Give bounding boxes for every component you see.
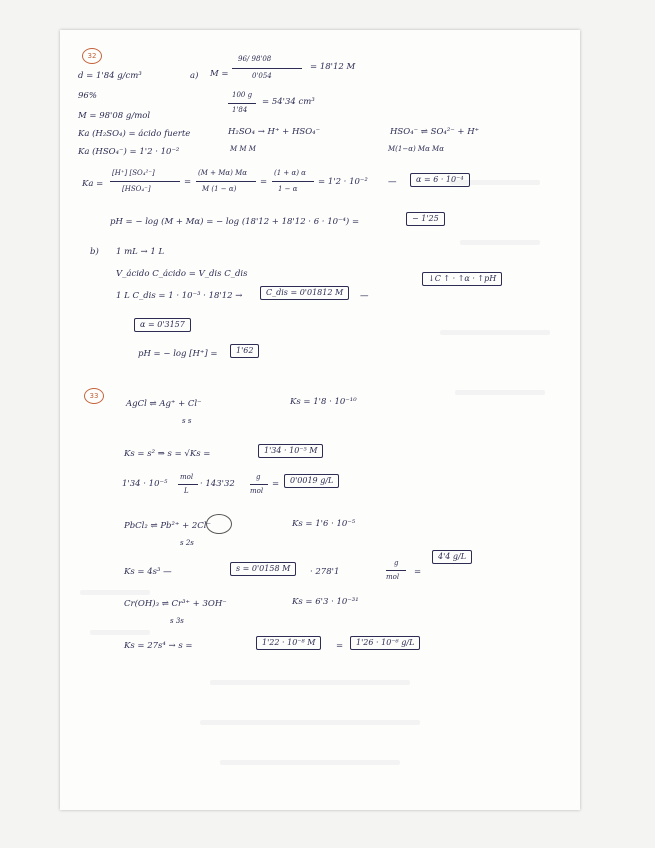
- dilution-calculation: 1 L C_dis = 1 · 10⁻³ · 18'12 →: [116, 291, 243, 301]
- agcl-solubility-row: s s: [182, 417, 192, 425]
- fraction-bar: [196, 181, 256, 182]
- trend-box: ↓C ↑ · ↑α · ↑pH: [422, 272, 502, 286]
- molarity-result: = 18'12 M: [310, 62, 356, 72]
- conversion-unit-numerator: mol: [180, 473, 194, 481]
- conversion-unit-numerator: g: [256, 473, 261, 481]
- alpha-result-box: α = 6 · 10⁻⁴: [410, 173, 470, 187]
- fraction-bar: [250, 484, 268, 485]
- fraction-bar: [228, 103, 256, 104]
- conversion-unit-denominator: mol: [250, 487, 264, 495]
- fraction-bar: [110, 181, 180, 182]
- equals-sign: =: [260, 177, 268, 187]
- ka-fraction-3-denominator: 1 − α: [278, 185, 298, 193]
- bleed-through: [440, 330, 550, 335]
- alpha-diluted-box: α = 0'3157: [134, 318, 191, 332]
- croh3-ks: Ks = 6'3 · 10⁻³¹: [292, 597, 359, 607]
- volume-numerator: 100 g: [232, 91, 253, 99]
- molarity-numerator: 96/ 98'08: [238, 55, 272, 63]
- bleed-through: [460, 240, 540, 245]
- part-b-label: b): [90, 247, 99, 257]
- bleed-through: [80, 590, 150, 595]
- agcl-equilibrium: AgCl ⇌ Ag⁺ + Cl⁻: [126, 399, 202, 409]
- dissociation-1-concentrations: M M M: [230, 145, 256, 153]
- ph-diluted-box: 1'62: [230, 344, 259, 358]
- ka2-line: Ka (HSO₄⁻) = 1'2 · 10⁻²: [78, 147, 180, 157]
- pbcl2-gl-box: 4'4 g/L: [432, 550, 472, 564]
- pbcl2-unit-numerator: g: [394, 559, 399, 567]
- ka-fraction-2-numerator: (M + Mα) Mα: [198, 169, 247, 177]
- molarity-lhs: M =: [210, 69, 229, 79]
- agcl-solubility-box: 1'34 · 10⁻⁵ M: [258, 444, 323, 458]
- fraction-bar: [386, 570, 406, 571]
- ka-value: = 1'2 · 10⁻²: [318, 177, 368, 187]
- croh3-gl-box: 1'26 · 10⁻⁶ g/L: [350, 636, 420, 650]
- equals-sign: =: [272, 479, 280, 489]
- conversion-left: 1'34 · 10⁻⁵: [122, 479, 168, 489]
- question-number: 33: [84, 388, 104, 404]
- pbcl2-ks-solution: Ks = 4s³ —: [124, 567, 172, 577]
- question-number: 32: [82, 48, 102, 64]
- bleed-through: [210, 680, 410, 685]
- equals-sign: =: [184, 177, 192, 187]
- pbcl2-ks: Ks = 1'6 · 10⁻⁵: [292, 519, 356, 529]
- document-page: [60, 30, 580, 810]
- fraction-bar: [272, 181, 314, 182]
- dilution-ratio: 1 mL → 1 L: [116, 247, 165, 257]
- pbcl2-equilibrium: PbCl₂ ⇌ Pb²⁺ + 2Cl⁻: [124, 521, 212, 531]
- molarity-denominator: 0'054: [252, 72, 272, 80]
- ka-fraction-3-numerator: (1 + α) α: [274, 169, 306, 177]
- fraction-bar: [178, 484, 198, 485]
- pbcl2-molar-mass: · 278'1: [310, 567, 340, 577]
- agcl-ks: Ks = 1'8 · 10⁻¹⁰: [290, 397, 357, 407]
- volume-result: = 54'34 cm³: [262, 97, 315, 107]
- bleed-through: [455, 390, 545, 395]
- pbcl2-solubility-box: s = 0'0158 M: [230, 562, 296, 576]
- conversion-molar-mass: · 143'32: [200, 479, 235, 489]
- ka-fraction-1-denominator: [HSO₄⁻]: [122, 185, 151, 193]
- ka-lhs: Ka =: [82, 179, 104, 189]
- bleed-through: [200, 720, 420, 725]
- bleed-through: [220, 760, 400, 765]
- croh3-solubility-row: s 3s: [170, 617, 184, 625]
- ph-result-box: − 1'25: [406, 212, 445, 226]
- molar-mass-line: M = 98'08 g/mol: [78, 111, 151, 121]
- ka-fraction-1-numerator: [H⁺] [SO₄²⁻]: [112, 169, 155, 177]
- croh3-equilibrium: Cr(OH)₃ ⇌ Cr³⁺ + 3OH⁻: [124, 599, 227, 609]
- ph-diluted-calculation: pH = − log [H⁺] =: [138, 349, 218, 359]
- ka1-line: Ka (H₂SO₄) = ácido fuerte: [78, 129, 191, 139]
- ka-fraction-2-denominator: M (1 − α): [202, 185, 237, 193]
- equals-sign: =: [336, 641, 344, 651]
- arrow-dash: —: [360, 291, 369, 301]
- equals-sign: =: [414, 567, 422, 577]
- croh3-solubility-box: 1'22 · 10⁻⁸ M: [256, 636, 321, 650]
- pbcl2-unit-denominator: mol: [386, 573, 400, 581]
- dissociation-1: H₂SO₄ → H⁺ + HSO₄⁻: [228, 127, 321, 137]
- arrow-dash: —: [388, 177, 397, 187]
- percent-line: 96%: [78, 91, 97, 101]
- agcl-ks-solution: Ks = s² ⇒ s = √Ks =: [124, 449, 211, 459]
- density-line: d = 1'84 g/cm³: [78, 71, 142, 81]
- fraction-bar: [232, 68, 302, 69]
- annotation-circle: [206, 514, 232, 534]
- dissociation-2-concentrations: M(1−α) Mα Mα: [388, 145, 444, 153]
- pbcl2-solubility-row: s 2s: [180, 539, 194, 547]
- bleed-through: [90, 630, 150, 635]
- agcl-gl-box: 0'0019 g/L: [284, 474, 339, 488]
- dilution-equation: V_ácido C_ácido = V_dis C_dis: [116, 269, 248, 279]
- part-a-label: a): [190, 71, 199, 81]
- ph-calculation: pH = − log (M + Mα) = − log (18'12 + 18'12 · 6 · 10⁻⁴) =: [110, 217, 360, 227]
- diluted-concentration-box: C_dis = 0'01812 M: [260, 286, 349, 300]
- dissociation-2: HSO₄⁻ ⇌ SO₄²⁻ + H⁺: [390, 127, 480, 137]
- croh3-ks-solution: Ks = 27s⁴ → s =: [124, 641, 193, 651]
- conversion-unit-denominator: L: [184, 487, 189, 495]
- volume-denominator: 1'84: [232, 106, 248, 114]
